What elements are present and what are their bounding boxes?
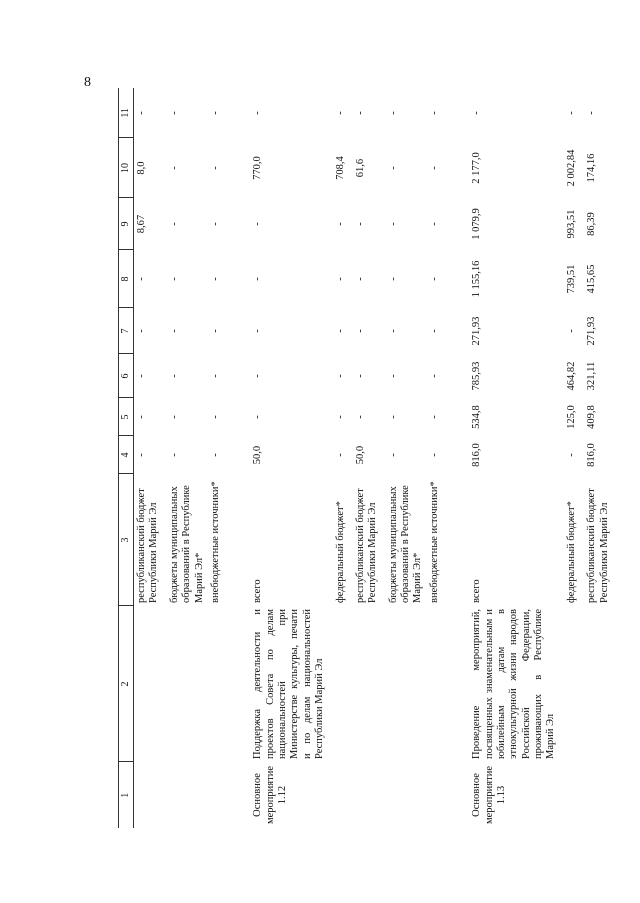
cell-value: -	[334, 111, 346, 115]
page-number: 8	[84, 75, 91, 90]
cell-value: -	[136, 329, 147, 333]
cell-value: -	[209, 166, 221, 170]
col-header-8: 8	[119, 250, 134, 308]
col-header-2: 2	[119, 606, 134, 762]
cell-description	[427, 606, 453, 762]
cell-funding-source: внебюджетные источники*	[209, 481, 221, 603]
col-header-6: 6	[119, 354, 134, 398]
cell-value: -	[136, 374, 147, 378]
cell-value: -	[354, 329, 366, 333]
cell-value: -	[136, 277, 147, 281]
cell-activity: Основное мероприятие 1.13	[471, 766, 507, 824]
col-header-11: 11	[119, 88, 134, 138]
cell-description	[329, 606, 349, 762]
col-header-1: 1	[119, 762, 134, 828]
table-row	[427, 88, 453, 828]
cell-value: -	[428, 111, 440, 115]
cell-funding-source: федеральный бюджет*	[334, 501, 346, 603]
cell-value: 50,0	[354, 445, 366, 465]
table-row	[234, 88, 328, 828]
cell-value: 321,11	[586, 361, 598, 391]
table-row	[329, 88, 349, 828]
cell-value: -	[387, 329, 399, 333]
cell-value: -	[209, 222, 221, 226]
cell-description	[163, 606, 208, 762]
cell-value: -	[334, 222, 346, 226]
cell-value: 816,0	[586, 443, 598, 467]
cell-activity	[329, 762, 349, 828]
cell-value: -	[334, 277, 346, 281]
cell-description	[349, 606, 382, 762]
cell-value: -	[387, 415, 399, 419]
cell-value: -	[209, 415, 221, 419]
col-header-3: 3	[119, 474, 134, 606]
cell-value: 785,93	[471, 361, 483, 391]
cell-funding-source: внебюджетные источники*	[428, 481, 440, 603]
table-row	[349, 88, 382, 828]
cell-value: -	[136, 111, 147, 115]
table-body	[134, 88, 613, 828]
cell-value: -	[354, 222, 366, 226]
cell-activity: Основное мероприятие 1.12	[252, 766, 288, 824]
cell-value: -	[387, 374, 399, 378]
cell-value: -	[354, 111, 366, 115]
cell-funding-source: республиканский бюджет Республики Марий Эл	[354, 488, 379, 603]
cell-value: -	[387, 166, 399, 170]
cell-value: -	[252, 277, 264, 281]
cell-value: 125,0	[565, 405, 577, 429]
cell-funding-source: бюджеты муниципальных образований в Республике Марий Эл*	[168, 485, 205, 603]
table-row	[382, 88, 427, 828]
cell-value: 1 155,16	[471, 260, 483, 298]
cell-value: -	[586, 111, 598, 115]
table-row	[580, 88, 613, 828]
cell-value: 271,93	[471, 316, 483, 346]
cell-value: -	[428, 277, 440, 281]
cell-value: 816,0	[471, 443, 483, 467]
cell-value: 8,67	[136, 214, 147, 234]
cell-value: 1 079,9	[471, 208, 483, 240]
cell-value: -	[428, 329, 440, 333]
cell-value: -	[136, 453, 147, 457]
cell-value: -	[252, 329, 264, 333]
table-row	[163, 88, 208, 828]
cell-value: 8,0	[136, 161, 147, 175]
cell-value: -	[354, 277, 366, 281]
cell-description	[560, 606, 580, 762]
table-row	[134, 88, 163, 828]
cell-value: -	[334, 374, 346, 378]
cell-value: 2 002,84	[565, 149, 577, 187]
cell-value: 770,0	[252, 156, 264, 180]
cell-value: -	[354, 415, 366, 419]
cell-value: -	[354, 374, 366, 378]
cell-value: 271,93	[586, 316, 598, 346]
cell-value: -	[387, 222, 399, 226]
col-header-10: 10	[119, 138, 134, 198]
col-header-4: 4	[119, 436, 134, 474]
cell-value: 86,39	[586, 212, 598, 236]
cell-value: -	[168, 166, 180, 170]
cell-value: -	[387, 277, 399, 281]
cell-activity	[208, 762, 234, 828]
cell-activity	[427, 762, 453, 828]
table-row	[208, 88, 234, 828]
cell-value: -	[209, 329, 221, 333]
cell-value: 2 177,0	[471, 152, 483, 184]
cell-value: -	[252, 222, 264, 226]
cell-value: -	[168, 329, 180, 333]
cell-description	[134, 606, 163, 762]
cell-value: -	[209, 453, 221, 457]
cell-value: -	[428, 222, 440, 226]
cell-activity	[134, 762, 163, 828]
cell-value: -	[428, 453, 440, 457]
cell-value: 708,4	[334, 156, 346, 180]
cell-value: -	[428, 166, 440, 170]
cell-activity	[580, 762, 613, 828]
cell-value: 739,51	[565, 264, 577, 294]
budget-table	[118, 88, 613, 828]
cell-value: 50,0	[252, 445, 264, 465]
cell-value: -	[168, 111, 180, 115]
cell-funding-source: федеральный бюджет*	[565, 501, 577, 603]
cell-value: 415,65	[586, 264, 598, 294]
cell-activity	[382, 762, 427, 828]
cell-description	[382, 606, 427, 762]
col-header-9: 9	[119, 198, 134, 250]
cell-value: -	[252, 111, 264, 115]
cell-funding-source: всего	[471, 579, 483, 603]
cell-value: -	[252, 374, 264, 378]
cell-value: -	[209, 374, 221, 378]
cell-funding-source: республиканский бюджет Республики Марий Эл	[586, 488, 610, 603]
cell-value: -	[428, 415, 440, 419]
cell-value: -	[387, 111, 399, 115]
header-row	[119, 88, 134, 828]
cell-funding-source: республиканский бюджет Республики Марий Эл	[136, 488, 160, 603]
cell-value: -	[334, 415, 346, 419]
cell-value: -	[209, 111, 221, 115]
cell-value: -	[334, 329, 346, 333]
cell-value: -	[471, 111, 483, 115]
cell-value: -	[168, 374, 180, 378]
cell-value: 534,8	[471, 405, 483, 429]
cell-value: -	[565, 111, 577, 115]
cell-activity	[163, 762, 208, 828]
cell-value: -	[387, 453, 399, 457]
cell-description	[208, 606, 234, 762]
cell-value: 61,6	[354, 158, 366, 178]
cell-activity	[560, 762, 580, 828]
cell-value: -	[168, 277, 180, 281]
cell-value: -	[168, 222, 180, 226]
cell-description	[580, 606, 613, 762]
cell-value: -	[136, 415, 147, 419]
table-row	[453, 88, 560, 828]
cell-value: -	[565, 453, 577, 457]
rotated-table-container	[118, 88, 640, 828]
cell-activity	[349, 762, 382, 828]
cell-value: 409,8	[586, 405, 598, 429]
cell-value: -	[565, 329, 577, 333]
cell-value: 464,82	[565, 361, 577, 391]
cell-value: -	[168, 415, 180, 419]
cell-value: -	[252, 415, 264, 419]
cell-description: Проведение мероприятий, посвященных знаменательным и юбилейным датам в этнокультурной жизни народов Российской Федерации, проживающих в Республике Марий Эл	[471, 609, 557, 759]
cell-description: Поддержка деятельности и проектов Совета по делам национальностей при Министерстве культуры, печати и по делам национальностей Республики Марий Эл	[252, 609, 326, 759]
cell-value: -	[168, 453, 180, 457]
cell-value: 174,16	[586, 153, 598, 183]
col-header-5: 5	[119, 398, 134, 436]
cell-value: -	[209, 277, 221, 281]
cell-value: -	[428, 374, 440, 378]
table-row	[560, 88, 580, 828]
cell-value: -	[334, 453, 346, 457]
cell-funding-source: бюджеты муниципальных образований в Республике Марий Эл*	[387, 485, 424, 603]
cell-value: 993,51	[565, 209, 577, 239]
col-header-7: 7	[119, 308, 134, 354]
cell-funding-source: всего	[252, 579, 264, 603]
